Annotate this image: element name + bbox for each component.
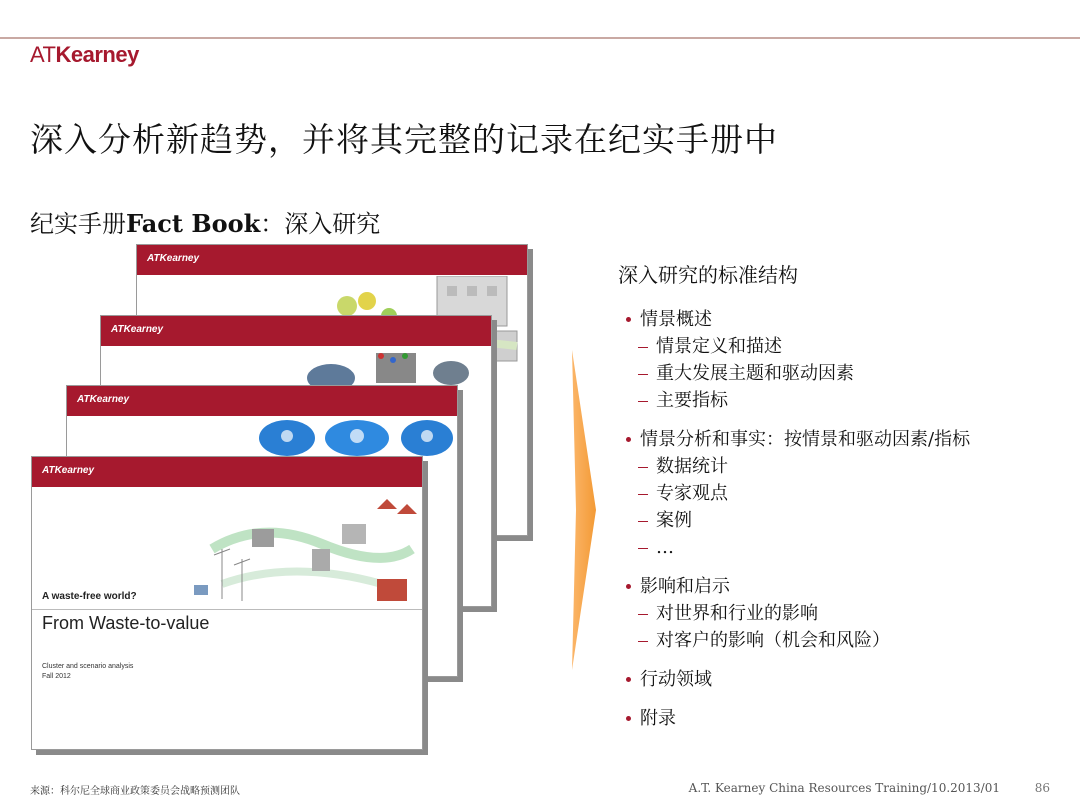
outline-subitem: 重大发展主题和驱动因素 <box>626 360 1066 387</box>
outline-subitem: 案例 <box>626 507 1066 534</box>
cover-subtitle: Cluster and scenario analysis Fall 2012 <box>42 663 134 680</box>
fact-book-cover-slide <box>31 456 423 750</box>
outline-item: 影响和启示 <box>626 573 1066 600</box>
outline-item: 行动领域 <box>626 666 1066 693</box>
cover-title: From Waste-to-value <box>42 613 210 633</box>
waste-to-value-illustration <box>182 489 420 607</box>
footer-info: A.T. Kearney China Resources Training/10.2013/01 <box>688 781 1000 795</box>
outline-subitem: 情景定义和描述 <box>626 333 1066 360</box>
structure-outline <box>626 306 1066 732</box>
slide-brand: ATKearney <box>111 324 164 335</box>
company-logo: ATKearney <box>30 42 139 67</box>
outline-item: 附录 <box>626 705 1066 732</box>
outline-subitem: 对客户的影响（机会和风险） <box>626 627 1066 654</box>
outline-subitem: … <box>626 534 1066 561</box>
cover-divider <box>32 609 422 610</box>
page-title: 深入分析新趋势，并将其完整的记录在纪实手册中 <box>30 120 778 159</box>
page-number: 86 <box>1034 781 1050 795</box>
footer-source: 来源：科尔尼全球商业政策委员会战略预测团队 <box>30 786 240 797</box>
top-rule <box>0 37 1080 39</box>
outline-subitem: 主要指标 <box>626 387 1066 414</box>
outline-subitem: 数据统计 <box>626 453 1066 480</box>
outline-item: 情景分析和事实：按情景和驱动因素/指标 <box>626 426 1066 453</box>
slide-brand: ATKearney <box>77 394 130 405</box>
cloud-icons-illustration <box>257 416 457 461</box>
slide-brand: ATKearney <box>42 465 95 476</box>
outline-item: 情景概述 <box>626 306 1066 333</box>
structure-heading: 深入研究的标准结构 <box>618 263 798 287</box>
orange-arrow-icon <box>568 350 598 670</box>
slide-brand: ATKearney <box>147 253 200 264</box>
cover-question: A waste-free world? <box>42 591 137 602</box>
outline-subitem: 对世界和行业的影响 <box>626 600 1066 627</box>
section-subtitle: 纪实手册Fact Book：深入研究 <box>30 209 381 238</box>
outline-subitem: 专家观点 <box>626 480 1066 507</box>
